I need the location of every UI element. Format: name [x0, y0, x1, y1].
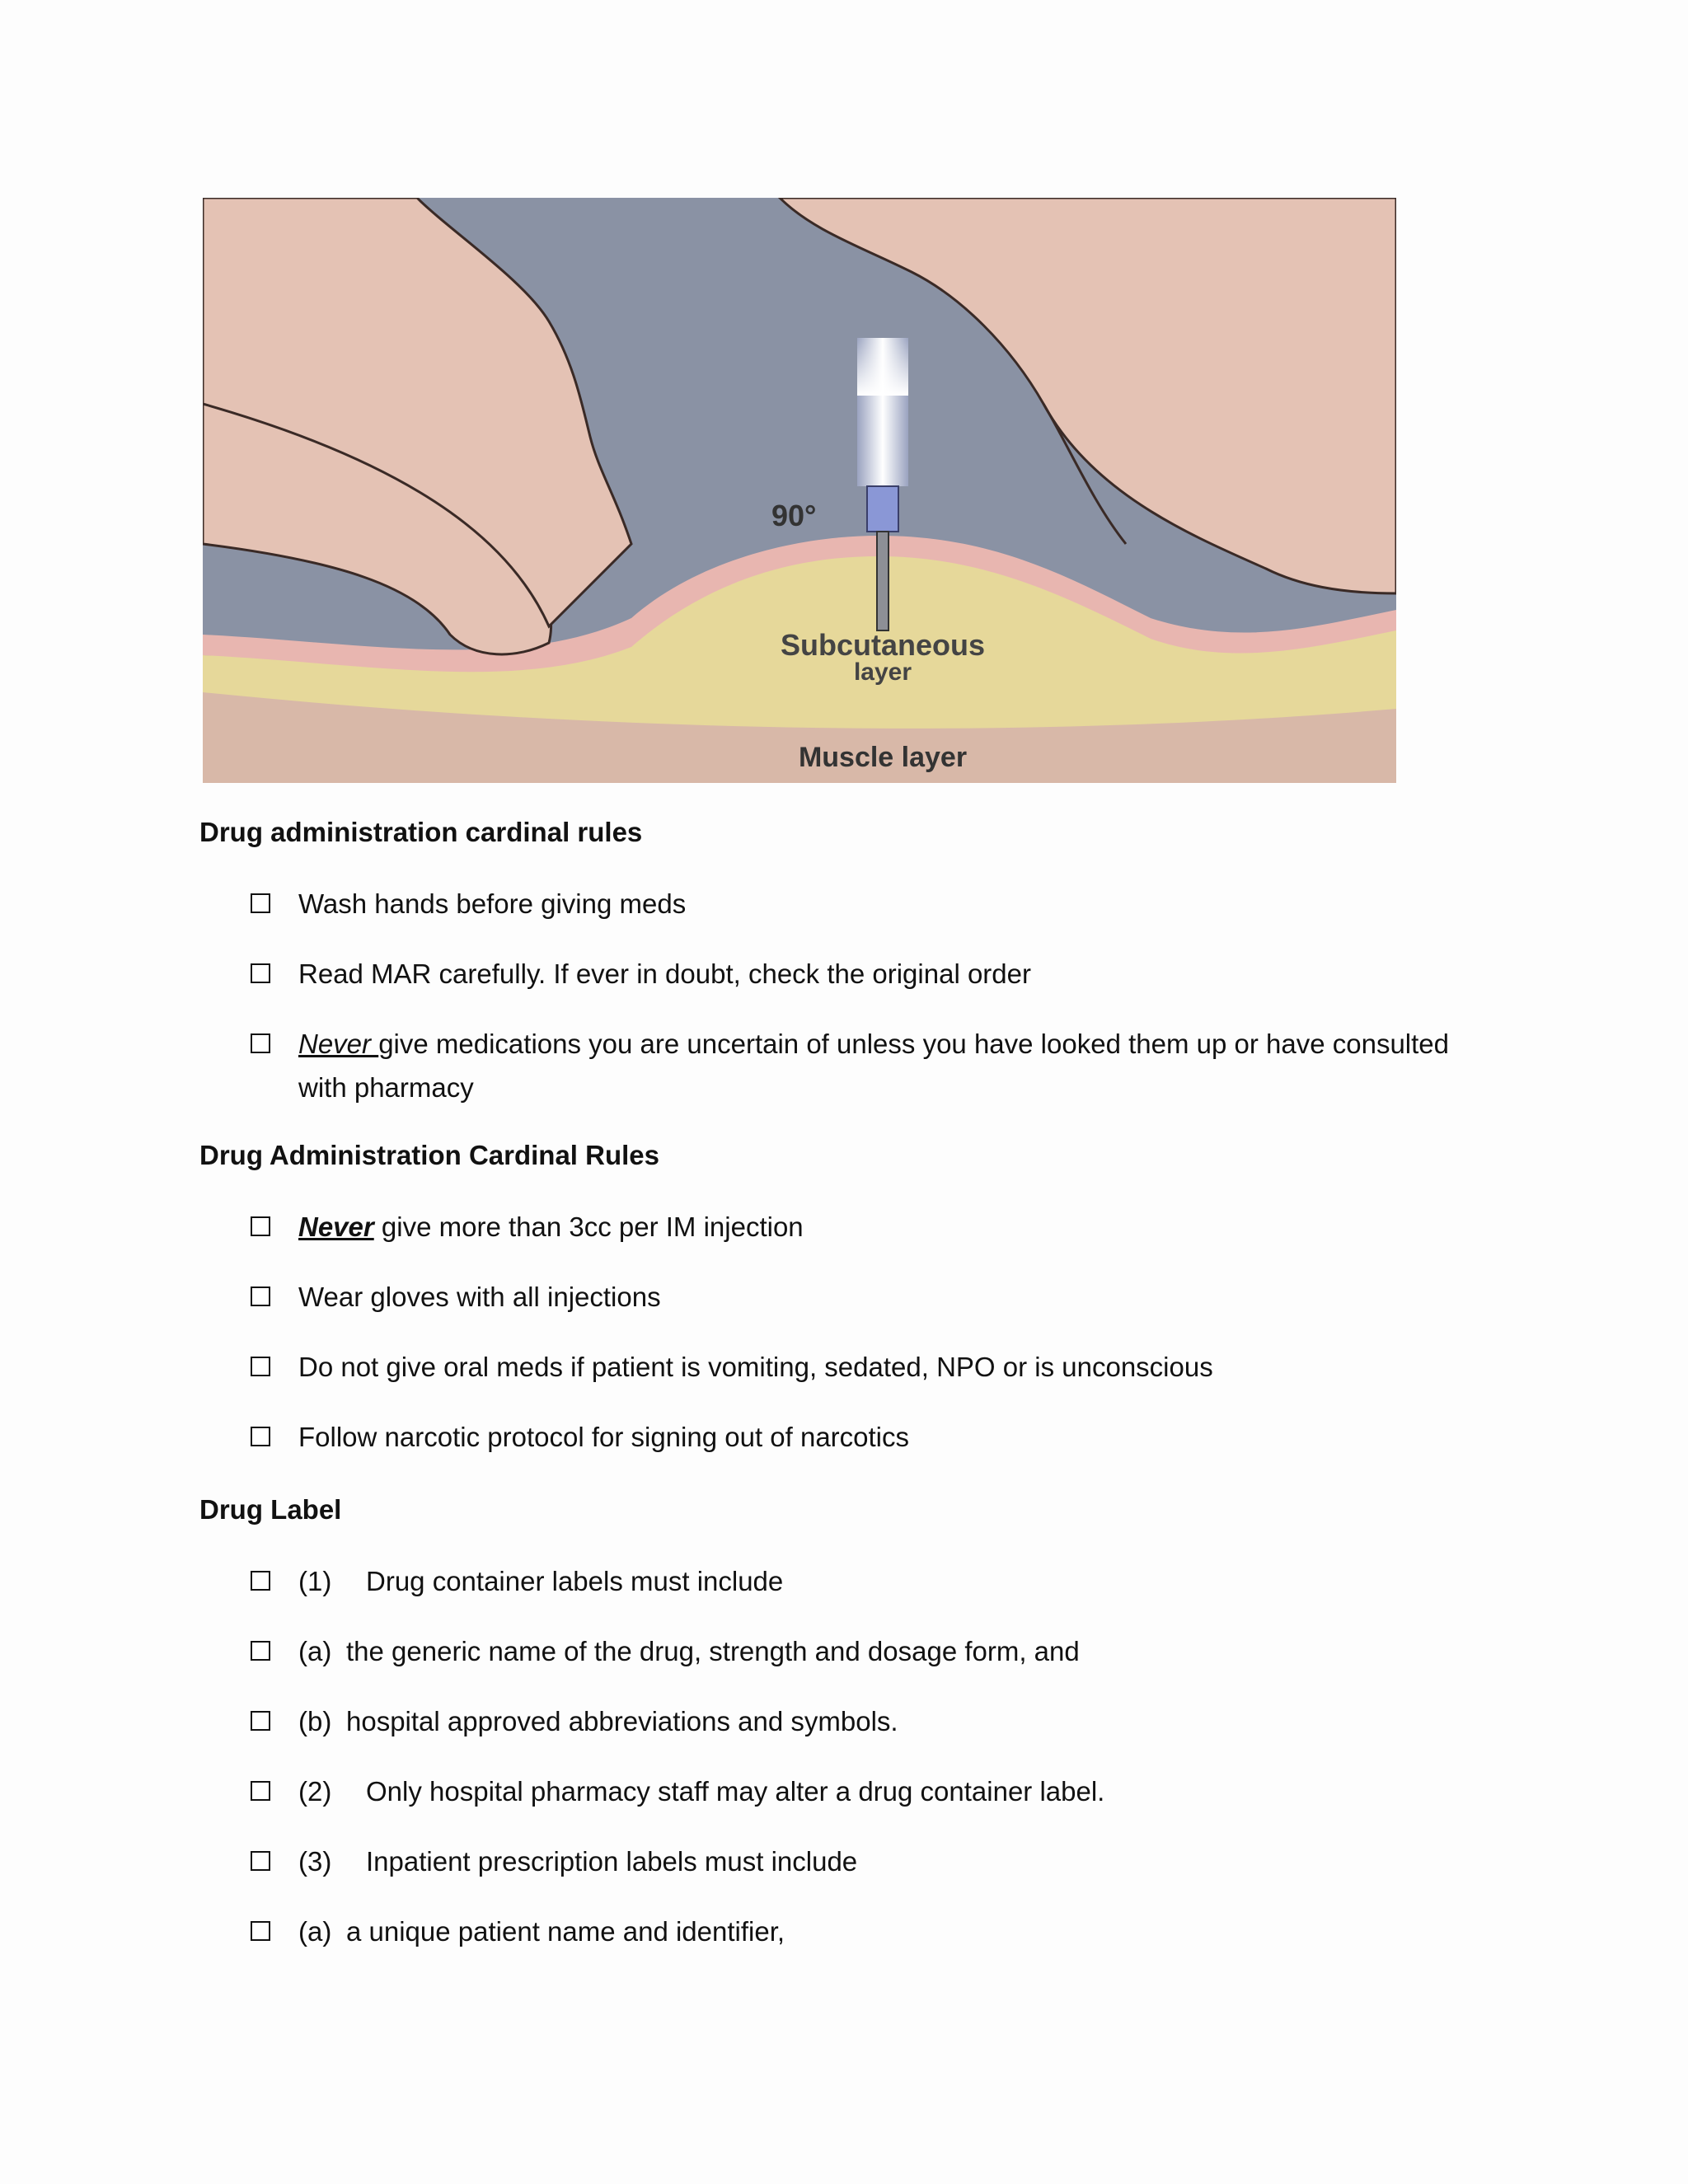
list-item: (3) Inpatient prescription labels must include — [298, 1846, 858, 1877]
list-item: (1) Drug container labels must include — [298, 1566, 784, 1596]
section-heading: Drug Label — [199, 1494, 342, 1525]
list-item: Follow narcotic protocol for signing out of narcotics — [298, 1422, 910, 1452]
checkbox-icon — [251, 1571, 270, 1591]
checkbox-icon — [251, 1427, 270, 1446]
checkbox-icon — [251, 1781, 270, 1801]
checkbox-icon — [251, 1921, 270, 1941]
list-item: Do not give oral meds if patient is vomiting, sedated, NPO or is unconscious — [298, 1352, 1213, 1382]
list-item: (2) Only hospital pharmacy staff may alter a drug container label. — [298, 1776, 1105, 1807]
list-item: Wash hands before giving meds — [298, 888, 687, 919]
subcutaneous-label: Subcutaneous — [780, 628, 986, 662]
list-item: (a) the generic name of the drug, strength and dosage form, and — [298, 1636, 1080, 1666]
emphasis: Never — [298, 1029, 379, 1059]
injection-illustration — [203, 198, 1396, 783]
checkbox-icon — [251, 1033, 270, 1053]
muscle-label: Muscle layer — [798, 742, 968, 773]
checkbox-icon — [251, 963, 270, 983]
section-heading: Drug Administration Cardinal Rules — [199, 1140, 660, 1170]
checkbox-icon — [251, 1641, 270, 1661]
list-item: Never give more than 3cc per IM injection — [298, 1212, 804, 1242]
list-item: Read MAR carefully. If ever in doubt, check the original order — [298, 958, 1031, 989]
list-item: (b) hospital approved abbreviations and symbols. — [298, 1706, 898, 1736]
checkbox-icon — [251, 1711, 270, 1731]
list-item: Never give medications you are uncertain of unless you have looked them up or have consulted with pharmacy — [298, 1029, 1449, 1103]
list-item: Wear gloves with all injections — [298, 1282, 661, 1312]
section-heading: Drug administration cardinal rules — [199, 817, 643, 847]
subcutaneous-label-2: layer — [853, 658, 912, 686]
checkbox-icon — [251, 893, 270, 913]
checkbox-icon — [251, 1851, 270, 1871]
checkbox-icon — [251, 1216, 270, 1236]
checkbox-icon — [251, 1357, 270, 1376]
checkbox-icon — [251, 1286, 270, 1306]
emphasis: Never — [298, 1212, 374, 1242]
angle-label: 90° — [771, 499, 817, 532]
list-item: (a) a unique patient name and identifier, — [298, 1916, 785, 1947]
